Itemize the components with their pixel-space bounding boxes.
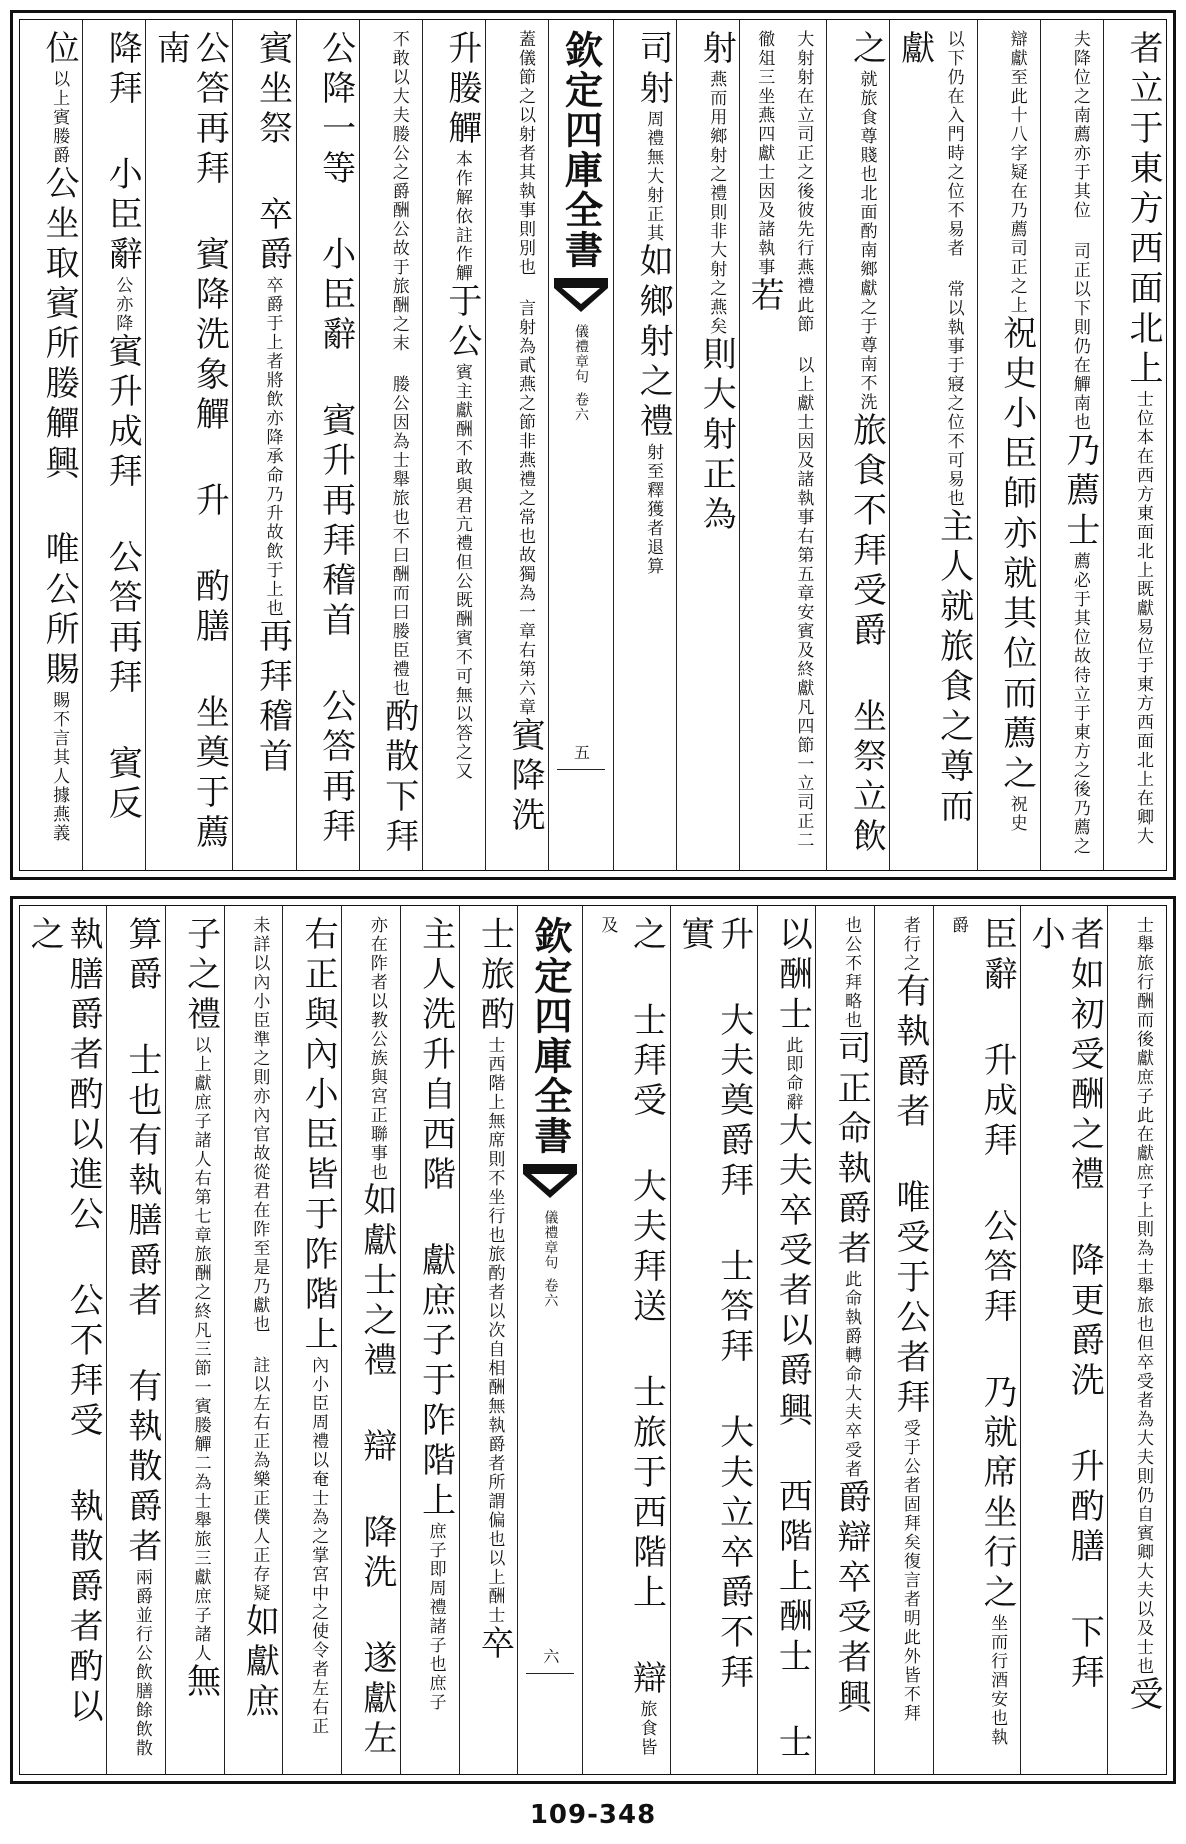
text-column: 也公不拜略也司正命執爵者此命執爵轉命大夫卒受者爵辯卒受者興 — [815, 906, 874, 1774]
text-column: 降拜 小臣辭公亦降賓升成拜 公答再拜 賓反 — [82, 20, 145, 870]
text-column: 以下仍在入門時之位不易者 常以執事于寢之位不可易也主人就旅食之尊而獻 — [889, 20, 976, 870]
text-column: 位以上賓媵爵公坐取賓所媵觶興 唯公所賜賜不言其人據燕義 — [39, 30, 80, 843]
juan-label: 卷六 — [542, 1278, 559, 1308]
text-column: 司射周禮無大射正其如鄉射之禮射至釋獲者退算 — [613, 20, 676, 870]
page-number: 109-348 — [529, 1800, 657, 1830]
book-title: 欽定四庫全書 — [558, 30, 604, 270]
text-column: 辯獻至此十八字疑在乃薦司正之上祝史小臣師亦就其位而薦之祝史 — [977, 20, 1040, 870]
text-column: 之就旅食尊賤也北面酌南鄉獻之于尊南不洗旅食不拜受爵 坐祭立飲 — [826, 20, 889, 870]
text-column: 升媵觶本作解依註作觶于公賓主獻酬不敢與君亢禮但公既酬賓不可無以答之又 — [422, 20, 485, 870]
panel-frame — [19, 905, 1167, 1775]
text-column: 未詳以內小臣準之則亦內官故從君在阼至是乃獻也 註以左右正為樂正僕人正存疑如獻庶 — [224, 906, 283, 1774]
text-column: 公降一等 小臣辭 賓升再拜稽首 公答再拜 — [296, 20, 359, 870]
text-column: 者如初受酬之禮 降更爵洗 升酌膳 下拜 小 — [1020, 906, 1107, 1774]
text-column: 亦在阼者以教公族與宮正聯事也如獻士之禮 辯 降洗 遂獻左 — [341, 906, 400, 1774]
text-column: 算爵 士也有執膳爵者 有執散爵者兩爵並行公飲膳餘飲散 — [106, 906, 165, 1774]
book-subtitle: 儀禮章句 — [572, 324, 589, 384]
folio-number: 六 — [540, 1648, 560, 1664]
text-column: 士旅酌士西階上無席則不坐行也旅酌者以次自相酬無執爵者所謂偏也以上酬士卒 — [459, 906, 518, 1774]
text-column: 不敢以大夫媵公之爵酬公故于旅酬之末 媵公因為士舉旅也不曰酬而曰媵臣禮也酌散下拜 — [359, 20, 422, 870]
center-fold — [548, 20, 613, 870]
page-panel-top — [10, 10, 1176, 880]
fishtail-mark-icon — [521, 1162, 579, 1202]
text-column: 升 大夫奠爵拜 士答拜 大夫立卒爵不拜 實 — [670, 906, 757, 1774]
text-column: 賓坐祭 卒爵卒爵于上者將飲亦降承命乃升故飲于上也再拜稽首 — [232, 20, 295, 870]
text-column: 主人洗升自西階 獻庶子于阼階上庶子即周禮諸子也庶子 — [400, 906, 459, 1774]
text-column: 子之禮以上獻庶子諸人右第七章旅酬之終凡三節一賓媵觶二為士舉旅三獻庶子諸人無 — [165, 906, 224, 1774]
center-fold — [517, 906, 582, 1774]
text-column: 士舉旅行酬而後獻庶子此在獻庶子上則為士舉旅也但卒受者為大夫則仍自賓卿大夫以及士也受 — [1107, 906, 1166, 1774]
panel-frame — [19, 19, 1167, 871]
folio-number: 五 — [571, 744, 591, 760]
text-column: 以酬士此即命辭大夫卒受者以爵興 西階上酬士 士 — [757, 906, 816, 1774]
divider — [526, 1673, 574, 1674]
page-panel-bottom — [10, 896, 1176, 1784]
text-column: 夫降位之南薦亦于其位 司正以下則仍在觶南也乃薦士薦必于其位故待立于東方之後乃薦之 — [1040, 20, 1103, 870]
text-column: 大射射在立司正之後彼先行燕禮此節 以上獻士因及諸執事右第五章安賓及終獻凡四節一立司正二徹俎三坐燕四獻士因及諸執事若 — [739, 20, 826, 870]
book-title: 欽定四庫全書 — [527, 916, 573, 1156]
juan-label: 卷六 — [572, 392, 589, 422]
text-columns — [20, 20, 1166, 870]
text-column: 射燕而用鄉射之禮則非大射之燕矣則大射正為 — [676, 20, 739, 870]
text-column: 者行之有執爵者 唯受于公者拜受于公者固拜矣復言者明此外皆不拜 — [874, 906, 933, 1774]
text-columns — [20, 906, 1166, 1774]
text-column: 公答再拜 賓降洗象觶 升 酌膳 坐奠于薦南 — [145, 20, 232, 870]
text-column: 執膳爵者酌以進公 公不拜受 執散爵者酌以之 — [24, 916, 104, 1728]
divider — [557, 769, 605, 770]
book-subtitle: 儀禮章句 — [542, 1210, 559, 1270]
text-column: 右正與內小臣皆于阼階上內小臣周禮以奄士為之掌宮中之使令者左右正 — [282, 906, 341, 1774]
text-column: 之 士拜受 大夫拜送 士旅于西階上 辯旅食皆及 — [582, 906, 669, 1774]
text-column: 臣辭 升成拜 公答拜 乃就席坐行之坐而行酒安也執爵 — [933, 906, 1020, 1774]
text-column: 蓋儀節之以射者其執事則別也 言射為貳燕之節非燕禮之常也故獨為一章右第六章賓降洗 — [485, 20, 548, 870]
text-column: 者立于東方西面北上士位本在西方東面北上既獻易位于東方西面北上在卿大 — [1103, 20, 1166, 870]
fishtail-mark-icon — [552, 276, 610, 316]
